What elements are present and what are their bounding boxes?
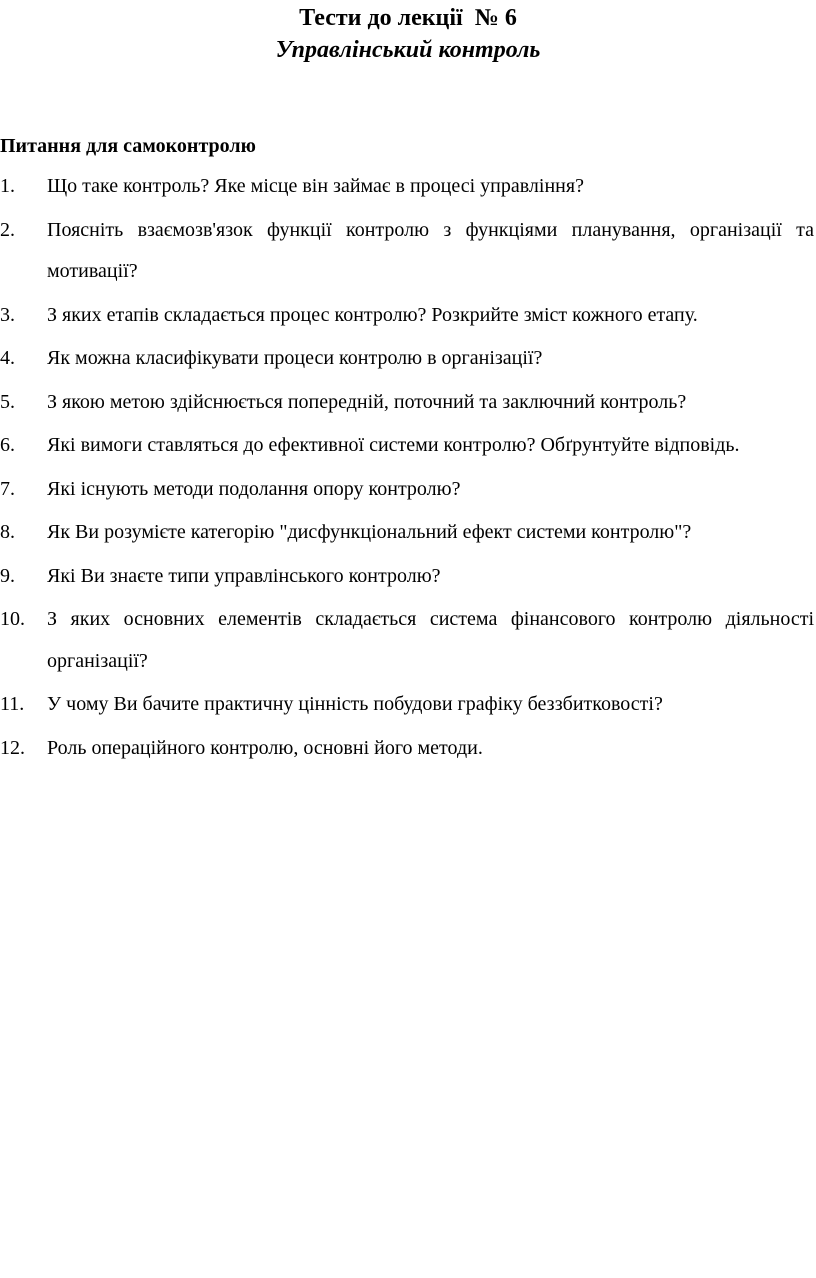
- question-item: [0, 425, 814, 467]
- question-item: [0, 556, 814, 598]
- question-number: 11.: [0, 693, 25, 715]
- question-number: 7.: [0, 477, 15, 500]
- section-heading: Питання для самоконтролю: [0, 135, 256, 157]
- question-number: 4.: [0, 347, 15, 369]
- question-text: Як можна класифікувати процеси контролю в організації?: [47, 347, 543, 369]
- question-text: Як Ви розумієте категорію "дисфункціональний ефект системи контролю"?: [47, 521, 692, 543]
- question-text: З яких основних елементів складається система фінансового контролю діяльності організації?: [47, 608, 814, 672]
- question-number: 1.: [0, 175, 15, 197]
- question-number: 9.: [0, 564, 15, 587]
- question-number: 10.: [0, 608, 25, 630]
- question-item: [0, 295, 814, 337]
- question-number: 12.: [0, 736, 25, 759]
- question-number: 5.: [0, 390, 15, 413]
- question-number: 3.: [0, 303, 15, 326]
- question-list: [0, 166, 814, 771]
- question-text: З якою метою здійснюється попередній, поточний та заключний контроль?: [47, 390, 687, 413]
- question-text: Які Ви знаєте типи управлінського контролю?: [47, 564, 441, 587]
- question-text: Які існують методи подолання опору контролю?: [47, 477, 461, 500]
- question-number: 2.: [0, 218, 15, 241]
- question-item: [0, 512, 814, 554]
- question-text: Що таке контроль? Яке місце він займає в процесі управління?: [47, 175, 584, 197]
- question-item: [0, 338, 814, 380]
- question-text: У чому Ви бачите практичну цінність побудови графіку беззбитковості?: [47, 693, 663, 715]
- question-text: З яких етапів складається процес контролю? Розкрийте зміст кожного етапу.: [47, 303, 698, 326]
- question-number: 8.: [0, 521, 15, 543]
- question-item: [0, 728, 814, 770]
- question-text: Поясніть взаємозв'язок функції контролю з функціями планування, організації та мотивації?: [47, 218, 814, 282]
- question-text: Які вимоги ставляться до ефективної системи контролю? Обґрунтуйте відповідь.: [47, 434, 740, 456]
- question-item: [0, 684, 814, 726]
- page-subtitle: Управлінський контроль: [275, 37, 541, 63]
- question-text: Роль операційного контролю, основні його методи.: [47, 736, 483, 759]
- page-title: Тести до лекції № 6: [299, 5, 517, 31]
- question-item: [0, 469, 814, 511]
- question-item: [0, 210, 814, 293]
- question-item: [0, 599, 814, 682]
- question-item: [0, 166, 814, 208]
- question-number: 6.: [0, 434, 15, 456]
- question-item: [0, 382, 814, 424]
